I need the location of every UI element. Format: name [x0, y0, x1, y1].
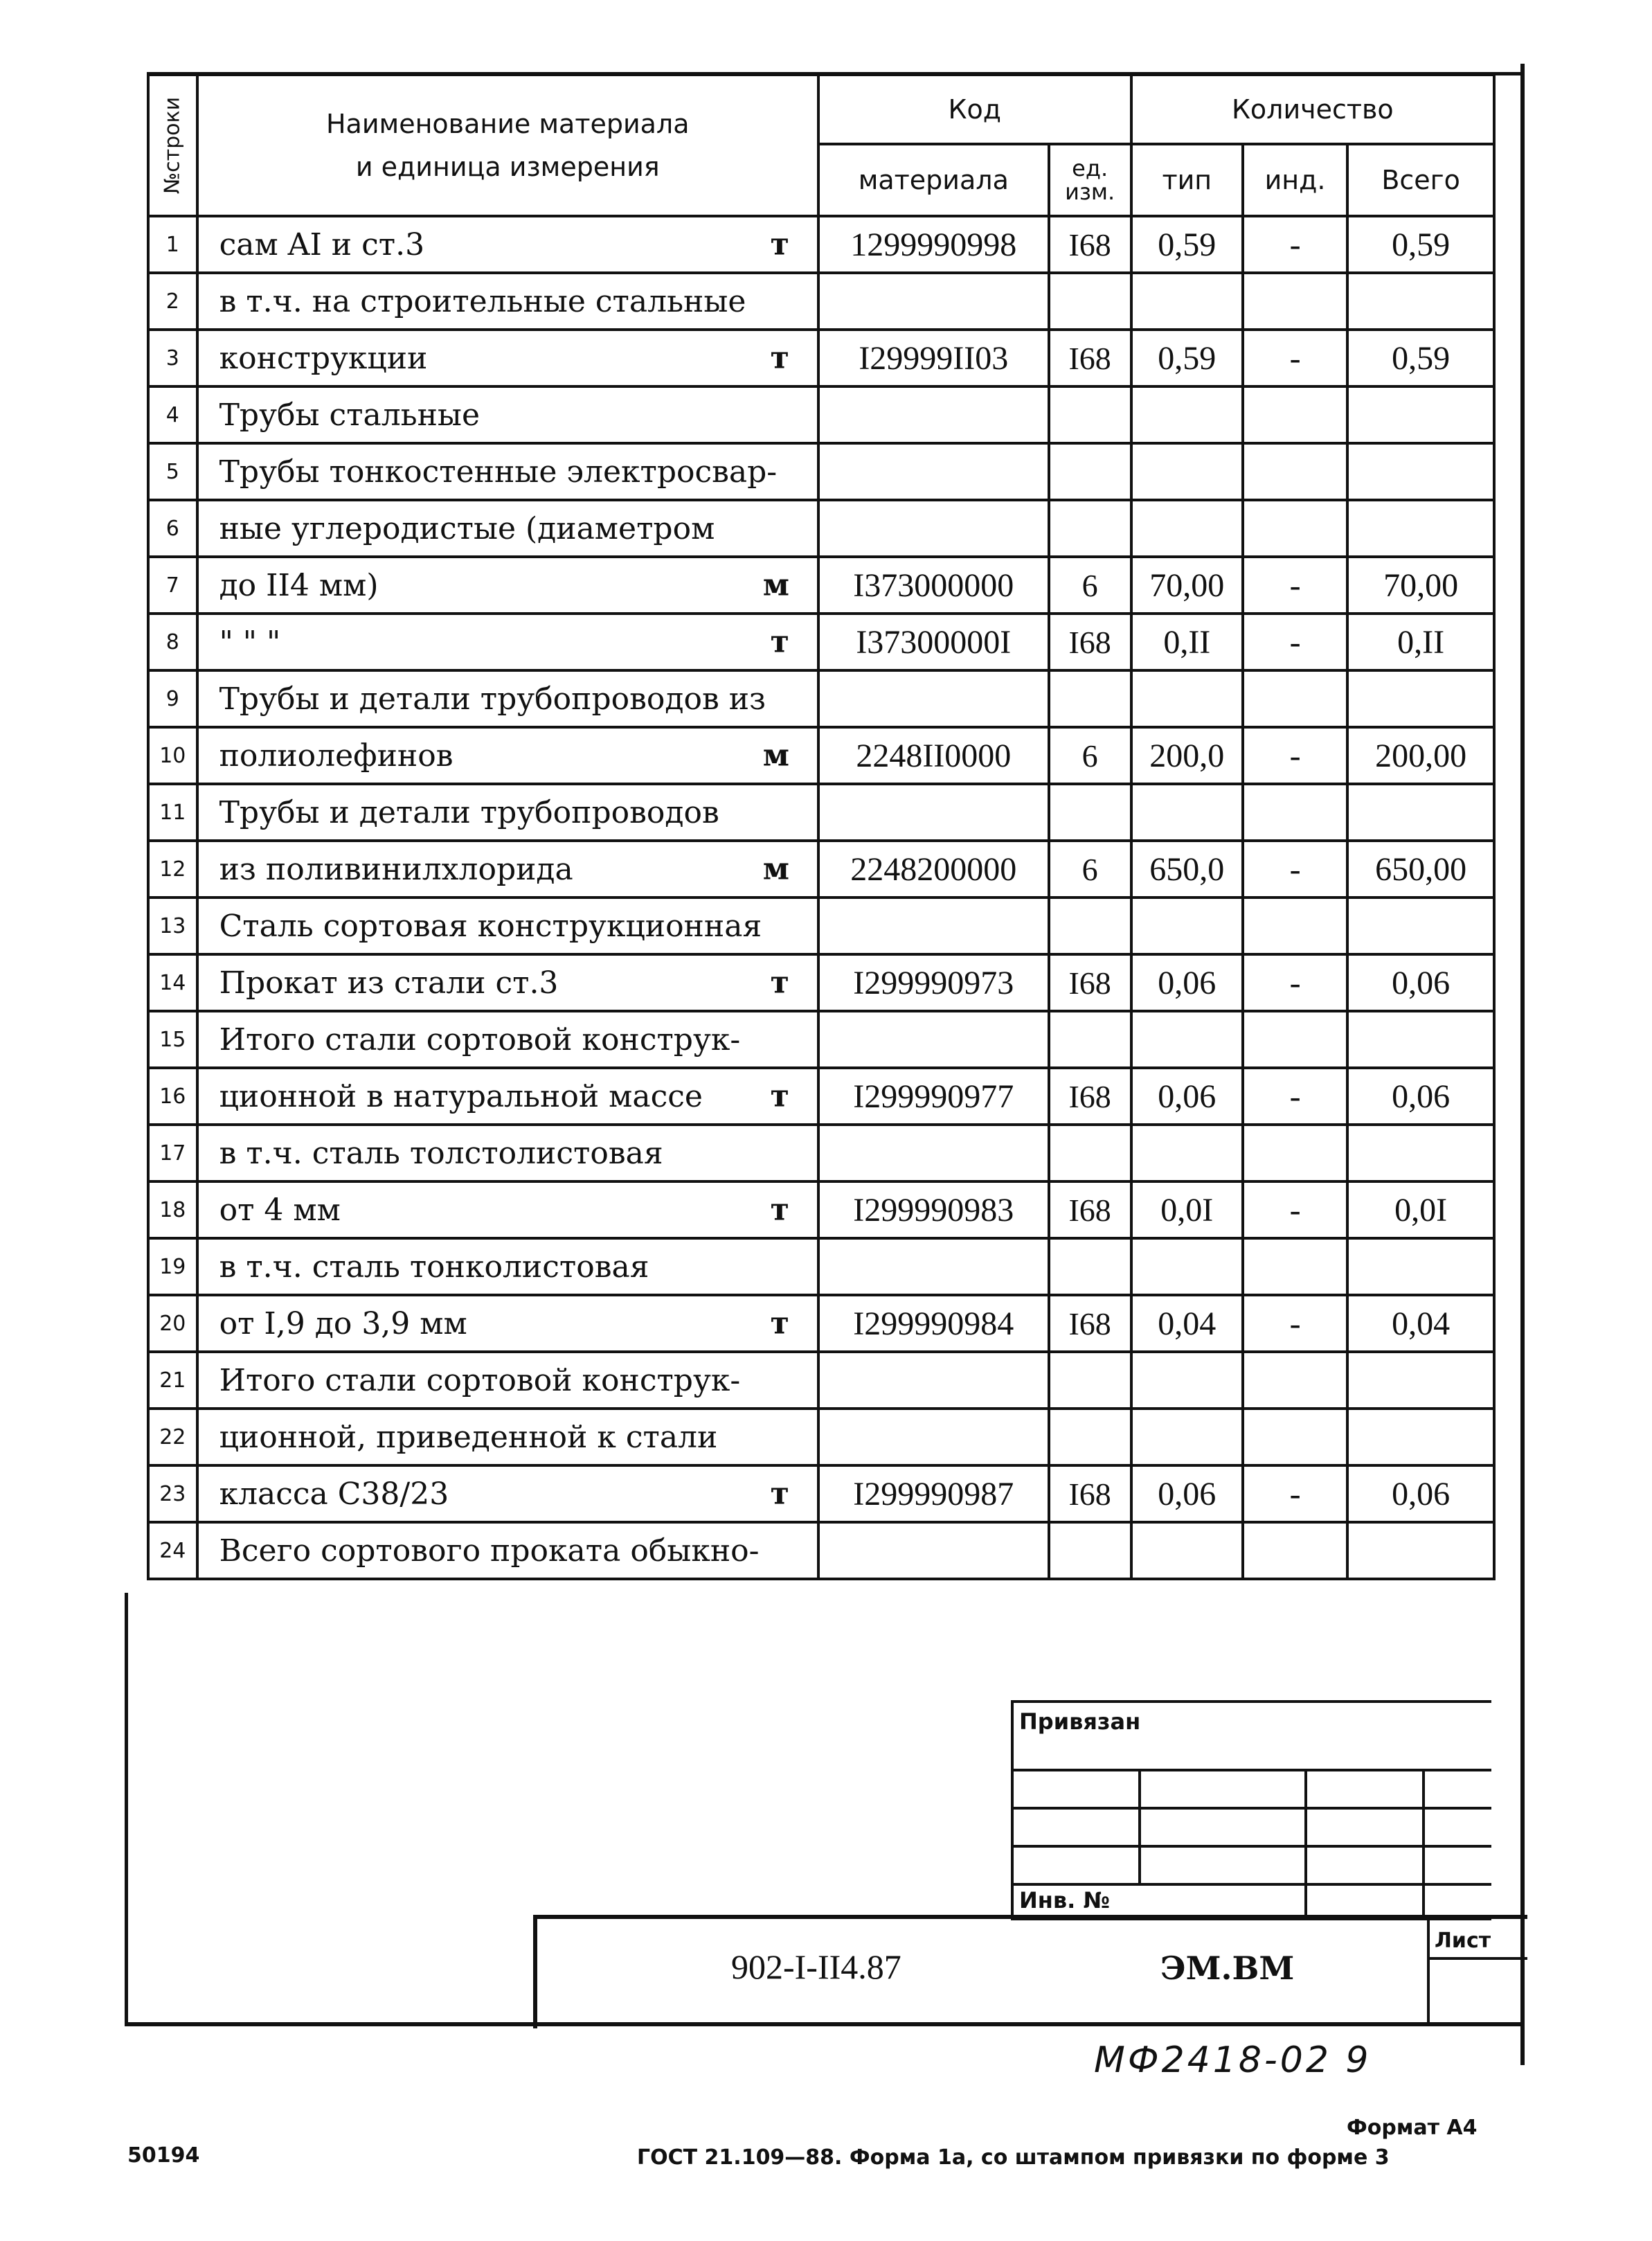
- qty-ind: -: [1243, 330, 1347, 386]
- qty-total: [1347, 500, 1494, 557]
- table-row: [148, 1409, 1494, 1465]
- material-code: [818, 443, 1049, 500]
- materials-table: [147, 73, 1496, 1580]
- material-name-cell: [197, 1068, 818, 1125]
- unit-code: [1049, 1238, 1131, 1295]
- qty-total: 0,59: [1347, 216, 1494, 273]
- material-name-cell: [197, 841, 818, 898]
- qty-ind: [1243, 784, 1347, 841]
- material-name: ные углеродистые (диаметром: [219, 510, 715, 546]
- qty-total: [1347, 1522, 1494, 1579]
- title-block: [533, 1915, 1527, 2028]
- qty-type: 0,II: [1131, 614, 1243, 670]
- header-row-number: №строки: [148, 75, 197, 216]
- material-name-cell: [197, 784, 818, 841]
- qty-total: [1347, 273, 1494, 330]
- qty-type: 0,06: [1131, 1465, 1243, 1522]
- material-code: [818, 500, 1049, 557]
- material-name-cell: [197, 330, 818, 386]
- qty-type: 650,0: [1131, 841, 1243, 898]
- material-name-cell: [197, 954, 818, 1011]
- qty-type: 0,59: [1131, 216, 1243, 273]
- frame-left-border: [125, 1593, 128, 2025]
- row-number: 21: [148, 1352, 197, 1409]
- material-code: [818, 1125, 1049, 1181]
- material-name-cell: [197, 1238, 818, 1295]
- sheet-divider: [1427, 1957, 1527, 1960]
- row-number: 23: [148, 1465, 197, 1522]
- material-code: [818, 1522, 1049, 1579]
- table-row: [148, 500, 1494, 557]
- material-name-cell: [197, 614, 818, 670]
- material-code: I299990977: [818, 1068, 1049, 1125]
- qty-type: 0,0I: [1131, 1181, 1243, 1238]
- material-code: [818, 386, 1049, 443]
- unit-code: 6: [1049, 727, 1131, 784]
- unit-code: [1049, 670, 1131, 727]
- measure-unit: т: [770, 1078, 789, 1114]
- stamp-divider: [1014, 1845, 1491, 1848]
- row-number: 15: [148, 1011, 197, 1068]
- material-code: I299990987: [818, 1465, 1049, 1522]
- material-name-cell: [197, 557, 818, 614]
- material-code: I299990983: [818, 1181, 1049, 1238]
- qty-type: 0,06: [1131, 1068, 1243, 1125]
- unit-code: [1049, 386, 1131, 443]
- qty-type: 0,59: [1131, 330, 1243, 386]
- row-number: 1: [148, 216, 197, 273]
- material-name: ционной в натуральной массе: [219, 1078, 703, 1114]
- table-row: [148, 954, 1494, 1011]
- row-number: 12: [148, 841, 197, 898]
- qty-total: 0,06: [1347, 1465, 1494, 1522]
- gost-footer: ГОСТ 21.109—88. Форма 1а, со штампом привязки по форме 3: [637, 2145, 1390, 2170]
- row-number: 22: [148, 1409, 197, 1465]
- header-qty-total: Всего: [1347, 144, 1494, 216]
- qty-ind: -: [1243, 614, 1347, 670]
- row-number: 24: [148, 1522, 197, 1579]
- unit-code: I68: [1049, 330, 1131, 386]
- unit-code: [1049, 1011, 1131, 1068]
- material-name: конструкции: [219, 340, 428, 376]
- unit-code: [1049, 898, 1131, 954]
- qty-ind: -: [1243, 841, 1347, 898]
- material-code: [818, 670, 1049, 727]
- material-name-cell: [197, 1295, 818, 1352]
- qty-total: 0,04: [1347, 1295, 1494, 1352]
- header-name-line1: Наименование материала: [325, 109, 690, 139]
- sheet-column-line: [1427, 1915, 1430, 2024]
- qty-total: 0,0I: [1347, 1181, 1494, 1238]
- qty-ind: -: [1243, 1465, 1347, 1522]
- qty-type: [1131, 1125, 1243, 1181]
- qty-ind: [1243, 898, 1347, 954]
- material-code: [818, 1238, 1049, 1295]
- material-code: [818, 898, 1049, 954]
- frame-right-border: [1520, 64, 1525, 2065]
- row-number: 10: [148, 727, 197, 784]
- qty-total: 0,06: [1347, 1068, 1494, 1125]
- measure-unit: т: [770, 1192, 789, 1228]
- table-row: [148, 614, 1494, 670]
- qty-ind: -: [1243, 954, 1347, 1011]
- qty-type: 70,00: [1131, 557, 1243, 614]
- header-code-unit: ед. изм.: [1049, 144, 1131, 216]
- row-number: 6: [148, 500, 197, 557]
- material-name-cell: [197, 727, 818, 784]
- table-row: [148, 1352, 1494, 1409]
- qty-type: 200,0: [1131, 727, 1243, 784]
- material-name-cell: [197, 670, 818, 727]
- row-number: 8: [148, 614, 197, 670]
- row-number: 9: [148, 670, 197, 727]
- material-code: 1299990998: [818, 216, 1049, 273]
- qty-ind: [1243, 1522, 1347, 1579]
- qty-type: [1131, 443, 1243, 500]
- material-name: в т.ч. сталь тонколистовая: [219, 1249, 649, 1285]
- qty-type: [1131, 386, 1243, 443]
- table-row: [148, 1181, 1494, 1238]
- material-name-cell: [197, 273, 818, 330]
- qty-type: 0,04: [1131, 1295, 1243, 1352]
- stamp-divider: [1014, 1769, 1491, 1771]
- material-code: [818, 1352, 1049, 1409]
- unit-code: [1049, 443, 1131, 500]
- unit-code: [1049, 784, 1131, 841]
- qty-ind: [1243, 1011, 1347, 1068]
- material-code: 2248II0000: [818, 727, 1049, 784]
- material-code: 2248200000: [818, 841, 1049, 898]
- material-name: Итого стали сортовой конструк-: [219, 1362, 741, 1398]
- inventory-number-label: Инв. №: [1019, 1887, 1110, 1913]
- table-row: [148, 1465, 1494, 1522]
- material-name-cell: [197, 386, 818, 443]
- row-number: 5: [148, 443, 197, 500]
- handwritten-reference: МФ2418-02 9: [1094, 2039, 1372, 2081]
- header-code-group: Код: [818, 75, 1131, 144]
- unit-code: I68: [1049, 1465, 1131, 1522]
- qty-type: [1131, 1238, 1243, 1295]
- document-mark: ЭМ.ВМ: [1160, 1949, 1295, 1987]
- material-name: в т.ч. на строительные стальные: [219, 283, 746, 319]
- material-name: Всего сортового проката обыкно-: [219, 1533, 760, 1569]
- measure-unit: т: [770, 340, 789, 376]
- binding-stamp: [1011, 1700, 1491, 1920]
- document-code: 902-I-II4.87: [731, 1947, 901, 1986]
- material-code: [818, 1409, 1049, 1465]
- table-row: [148, 1068, 1494, 1125]
- qty-ind: -: [1243, 727, 1347, 784]
- table-row: [148, 1125, 1494, 1181]
- measure-unit: т: [770, 226, 789, 262]
- table-row: [148, 784, 1494, 841]
- qty-ind: [1243, 1352, 1347, 1409]
- sheet-label: Лист: [1435, 1929, 1491, 1953]
- material-code: [818, 273, 1049, 330]
- privyazan-label: Привязан: [1019, 1708, 1141, 1735]
- qty-ind: [1243, 386, 1347, 443]
- table-row: [148, 557, 1494, 614]
- archive-code: 50194: [127, 2143, 200, 2168]
- qty-type: [1131, 670, 1243, 727]
- material-name: от 4 мм: [219, 1192, 341, 1228]
- material-code: I37300000I: [818, 614, 1049, 670]
- stamp-column-line: [1304, 1769, 1307, 1918]
- material-name-cell: [197, 500, 818, 557]
- header-qty-type: тип: [1131, 144, 1243, 216]
- qty-type: [1131, 1011, 1243, 1068]
- material-name-cell: [197, 443, 818, 500]
- material-name-cell: [197, 1352, 818, 1409]
- unit-code: [1049, 1409, 1131, 1465]
- qty-total: 0,06: [1347, 954, 1494, 1011]
- unit-code: [1049, 1125, 1131, 1181]
- material-name: Трубы тонкостенные электросвар-: [219, 454, 778, 490]
- unit-code: I68: [1049, 1181, 1131, 1238]
- qty-type: 0,06: [1131, 954, 1243, 1011]
- measure-unit: т: [770, 1305, 789, 1341]
- measure-unit: м: [762, 851, 789, 887]
- qty-ind: [1243, 273, 1347, 330]
- header-material-name: [197, 75, 818, 216]
- material-name: сам AI и ст.3: [219, 226, 425, 262]
- qty-ind: [1243, 670, 1347, 727]
- stamp-divider: [1014, 1807, 1491, 1810]
- material-code: I29999II03: [818, 330, 1049, 386]
- row-number: 7: [148, 557, 197, 614]
- qty-total: [1347, 784, 1494, 841]
- qty-total: [1347, 1011, 1494, 1068]
- row-number: 17: [148, 1125, 197, 1181]
- measure-unit: м: [762, 738, 789, 774]
- qty-ind: -: [1243, 1181, 1347, 1238]
- qty-total: [1347, 1238, 1494, 1295]
- table-row: [148, 1295, 1494, 1352]
- unit-code: I68: [1049, 1068, 1131, 1125]
- material-code: [818, 1011, 1049, 1068]
- material-name: Сталь сортовая конструкционная: [219, 908, 762, 944]
- qty-total: 0,59: [1347, 330, 1494, 386]
- qty-type: [1131, 898, 1243, 954]
- table-row: [148, 1011, 1494, 1068]
- format-label: Формат А4: [1347, 2116, 1478, 2140]
- row-number: 19: [148, 1238, 197, 1295]
- material-name: Трубы и детали трубопроводов из: [219, 681, 766, 717]
- table-row: [148, 216, 1494, 273]
- material-name-cell: [197, 898, 818, 954]
- material-name: Прокат из стали ст.3: [219, 965, 559, 1001]
- qty-ind: [1243, 1409, 1347, 1465]
- material-code: I299990984: [818, 1295, 1049, 1352]
- material-name-cell: [197, 1409, 818, 1465]
- material-name-cell: [197, 1181, 818, 1238]
- unit-code: I68: [1049, 614, 1131, 670]
- table-row: [148, 443, 1494, 500]
- qty-total: [1347, 1125, 1494, 1181]
- material-name-cell: [197, 216, 818, 273]
- qty-type: [1131, 1352, 1243, 1409]
- material-name: Итого стали сортовой конструк-: [219, 1021, 741, 1057]
- table-row: [148, 1238, 1494, 1295]
- row-number: 16: [148, 1068, 197, 1125]
- material-name: класса С38/23: [219, 1476, 449, 1512]
- material-code: [818, 784, 1049, 841]
- qty-ind: -: [1243, 557, 1347, 614]
- table-row: [148, 273, 1494, 330]
- qty-ind: -: [1243, 216, 1347, 273]
- unit-code: [1049, 1522, 1131, 1579]
- table-row: [148, 898, 1494, 954]
- unit-code: I68: [1049, 216, 1131, 273]
- material-code: I299990973: [818, 954, 1049, 1011]
- measure-unit: т: [770, 965, 789, 1001]
- qty-ind: [1243, 443, 1347, 500]
- unit-code: [1049, 1352, 1131, 1409]
- qty-total: [1347, 670, 1494, 727]
- material-name: ционной, приведенной к стали: [219, 1419, 718, 1455]
- material-name: до II4 мм): [219, 567, 379, 603]
- measure-unit: м: [762, 567, 789, 603]
- table-row: [148, 670, 1494, 727]
- material-name: полиолефинов: [219, 738, 454, 774]
- qty-total: [1347, 443, 1494, 500]
- qty-ind: [1243, 500, 1347, 557]
- stamp-column-line: [1138, 1769, 1141, 1883]
- header-qty-ind: инд.: [1243, 144, 1347, 216]
- row-number: 13: [148, 898, 197, 954]
- qty-ind: -: [1243, 1068, 1347, 1125]
- qty-type: [1131, 273, 1243, 330]
- qty-total: 0,II: [1347, 614, 1494, 670]
- unit-code: I68: [1049, 1295, 1131, 1352]
- table-row: [148, 1522, 1494, 1579]
- unit-code: [1049, 273, 1131, 330]
- qty-type: [1131, 500, 1243, 557]
- qty-total: 200,00: [1347, 727, 1494, 784]
- material-name: от I,9 до 3,9 мм: [219, 1305, 467, 1341]
- table-row: [148, 330, 1494, 386]
- header-quantity-group: Количество: [1131, 75, 1494, 144]
- unit-code: 6: [1049, 557, 1131, 614]
- header-code-material: материала: [818, 144, 1049, 216]
- qty-total: 70,00: [1347, 557, 1494, 614]
- row-number: 2: [148, 273, 197, 330]
- material-name: Трубы и детали трубопроводов: [219, 794, 719, 830]
- material-name: Трубы стальные: [219, 397, 480, 433]
- table-row: [148, 386, 1494, 443]
- qty-type: [1131, 1522, 1243, 1579]
- material-name-cell: [197, 1011, 818, 1068]
- unit-code: [1049, 500, 1131, 557]
- table-row: [148, 841, 1494, 898]
- unit-code: 6: [1049, 841, 1131, 898]
- qty-total: [1347, 386, 1494, 443]
- row-number: 11: [148, 784, 197, 841]
- material-name-cell: [197, 1125, 818, 1181]
- row-number: 14: [148, 954, 197, 1011]
- stamp-divider: [1014, 1883, 1491, 1886]
- qty-total: [1347, 1409, 1494, 1465]
- qty-type: [1131, 1409, 1243, 1465]
- row-number: 20: [148, 1295, 197, 1352]
- materials-table-body: [148, 216, 1494, 1579]
- row-number: 18: [148, 1181, 197, 1238]
- row-number: 3: [148, 330, 197, 386]
- material-name-cell: [197, 1522, 818, 1579]
- qty-ind: [1243, 1125, 1347, 1181]
- row-number: 4: [148, 386, 197, 443]
- qty-total: [1347, 898, 1494, 954]
- qty-type: [1131, 784, 1243, 841]
- qty-total: 650,00: [1347, 841, 1494, 898]
- material-name: в т.ч. сталь толстолистовая: [219, 1135, 663, 1171]
- qty-ind: -: [1243, 1295, 1347, 1352]
- qty-ind: [1243, 1238, 1347, 1295]
- unit-code: I68: [1049, 954, 1131, 1011]
- material-name: из поливинилхлорида: [219, 851, 573, 887]
- material-name-cell: [197, 1465, 818, 1522]
- measure-unit: т: [770, 624, 789, 660]
- material-code: I373000000: [818, 557, 1049, 614]
- stamp-column-line: [1422, 1769, 1425, 1918]
- measure-unit: т: [770, 1476, 789, 1512]
- qty-total: [1347, 1352, 1494, 1409]
- material-name: " " ": [219, 624, 281, 660]
- header-name-line2: и единица измерения: [355, 152, 660, 182]
- table-row: [148, 727, 1494, 784]
